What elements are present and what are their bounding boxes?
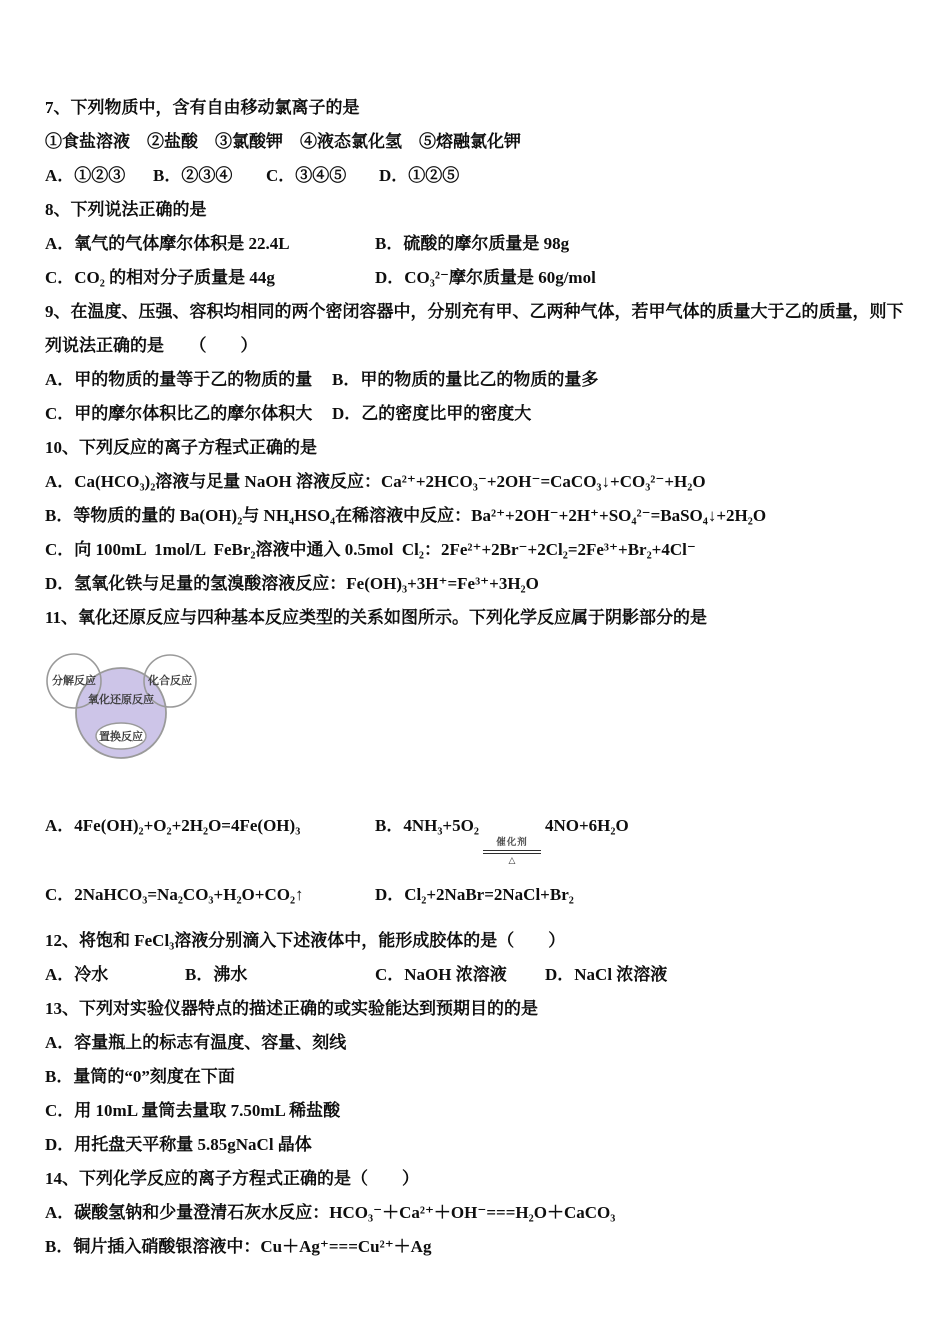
q10-option-a: A．Ca(HCO₃)₂溶液与足量 NaOH 溶液反应：Ca²⁺+2HCO₃⁻+2OH⁻=CaCO₃↓+CO₃²⁻+H₂O	[45, 472, 706, 491]
q9-options-row2	[45, 397, 917, 431]
q9-option-d: D．乙的密度比甲的密度大	[332, 404, 532, 423]
q14-stem: 14、下列化学反应的离子方程式正确的是（ ）	[45, 1169, 419, 1188]
q12-option-a: A．冷水	[45, 965, 109, 984]
q12-option-b: B．沸水	[185, 965, 248, 984]
q12-option-c: C．NaOH 浓溶液	[375, 965, 507, 984]
q9-options-row1	[45, 363, 917, 397]
q8-stem: 8、下列说法正确的是	[45, 200, 207, 219]
q9-option-b: B．甲的物质的量比乙的物质的量多	[332, 370, 599, 389]
q11-options-row2	[45, 878, 917, 912]
q7-option-c: C．③④⑤	[266, 166, 347, 185]
q8-option-c: C．CO₂ 的相对分子质量是 44g	[45, 268, 275, 287]
q11-option-c: C．2NaHCO₃=Na₂CO₃+H₂O+CO₂↑	[45, 885, 304, 904]
q9-stem: 9、在温度、压强、容积均相同的两个密闭容器中，分别充有甲、乙两种气体，若甲气体的质量大于乙的质量，则下列说法正确的是 （ ）	[45, 302, 904, 355]
q12-option-d: D．NaCl 浓溶液	[545, 965, 668, 984]
q14-option-b: B．铜片插入硝酸银溶液中：Cu＋Ag⁺===Cu²⁺＋Ag	[45, 1237, 432, 1256]
q12-options	[45, 958, 917, 992]
exam-content	[45, 91, 917, 1264]
q10-option-d: D．氢氧化铁与足量的氢溴酸溶液反应：Fe(OH)₃+3H⁺=Fe³⁺+3H₂O	[45, 574, 539, 593]
q7-option-a: A．①②③	[45, 166, 126, 185]
q9-option-c: C．甲的摩尔体积比乙的摩尔体积大	[45, 404, 313, 423]
venn-label-displacement: 置换反应	[99, 730, 143, 743]
q13-option-a: A．容量瓶上的标志有温度、容量、刻线	[45, 1033, 347, 1052]
q11-option-b-left: B．4NH₃+5O₂	[375, 816, 479, 835]
q7-items: ①食盐溶液 ②盐酸 ③氯酸钾 ④液态氯化氢 ⑤熔融氯化钾	[45, 132, 521, 151]
venn-label-decomposition: 分解反应	[52, 674, 96, 687]
q8-options-row1	[45, 227, 917, 261]
q13-option-c: C．用 10mL 量筒去量取 7.50mL 稀盐酸	[45, 1101, 341, 1120]
q8-option-d: D．CO₃²⁻摩尔质量是 60g/mol	[375, 268, 596, 287]
q10-option-b: B．等物质的量的 Ba(OH)₂与 NH₄HSO₄在稀溶液中反应：Ba²⁺+2OH⁻+2H⁺+SO₄²⁻=BaSO₄↓+2H₂O	[45, 506, 767, 525]
q11-option-b-right: 4NO+6H₂O	[544, 816, 629, 835]
q11-option-d: D．Cl₂+2NaBr=2NaCl+Br₂	[375, 885, 574, 904]
q7-option-d: D．①②⑤	[379, 166, 460, 185]
q11-stem: 11、氧化还原反应与四种基本反应类型的关系如图所示。下列化学反应属于阴影部分的是	[45, 608, 708, 627]
q11-venn-diagram	[45, 643, 917, 781]
q9-option-a: A．甲的物质的量等于乙的物质的量	[45, 370, 313, 389]
delta-heat-symbol: △	[508, 855, 516, 865]
venn-label-combination: 化合反应	[148, 674, 192, 687]
catalyst-label: 催化剂	[496, 838, 528, 848]
q11-options-row1	[45, 809, 917, 866]
q11-option-b	[375, 809, 917, 866]
q13-option-d: D．用托盘天平称量 5.85gNaCl 晶体	[45, 1135, 312, 1154]
q13-option-b: B．量筒的“0”刻度在下面	[45, 1067, 235, 1086]
q13-stem: 13、下列对实验仪器特点的描述正确的或实验能达到预期目的的是	[45, 999, 538, 1018]
q8-option-a: A．氧气的气体摩尔体积是 22.4L	[45, 234, 290, 253]
q8-options-row2	[45, 261, 917, 295]
equals-double-bar	[483, 850, 541, 854]
q10-stem: 10、下列反应的离子方程式正确的是	[45, 438, 317, 457]
q7-option-b: B．②③④	[153, 166, 233, 185]
q7-stem: 7、下列物质中，含有自由移动氯离子的是	[45, 98, 360, 117]
q8-option-b: B．硫酸的摩尔质量是 98g	[375, 234, 570, 253]
q10-option-c: C．向 100mL 1mol/L FeBr₂溶液中通入 0.5mol Cl₂：2Fe²⁺+2Br⁻+2Cl₂=2Fe³⁺+Br₂+4Cl⁻	[45, 540, 696, 559]
q11-option-a: A．4Fe(OH)₂+O₂+2H₂O=4Fe(OH)₃	[45, 816, 301, 835]
reaction-condition	[483, 838, 541, 866]
q12-stem: 12、将饱和 FeCl₃溶液分别滴入下述液体中，能形成胶体的是（ ）	[45, 931, 566, 950]
venn-label-redox: 氧化还原反应	[88, 693, 154, 706]
venn-diagram-svg	[43, 643, 253, 781]
q14-option-a: A．碳酸氢钠和少量澄清石灰水反应：HCO₃⁻＋Ca²⁺＋OH⁻===H₂O＋CaCO₃	[45, 1203, 616, 1222]
q7-options	[45, 159, 917, 193]
